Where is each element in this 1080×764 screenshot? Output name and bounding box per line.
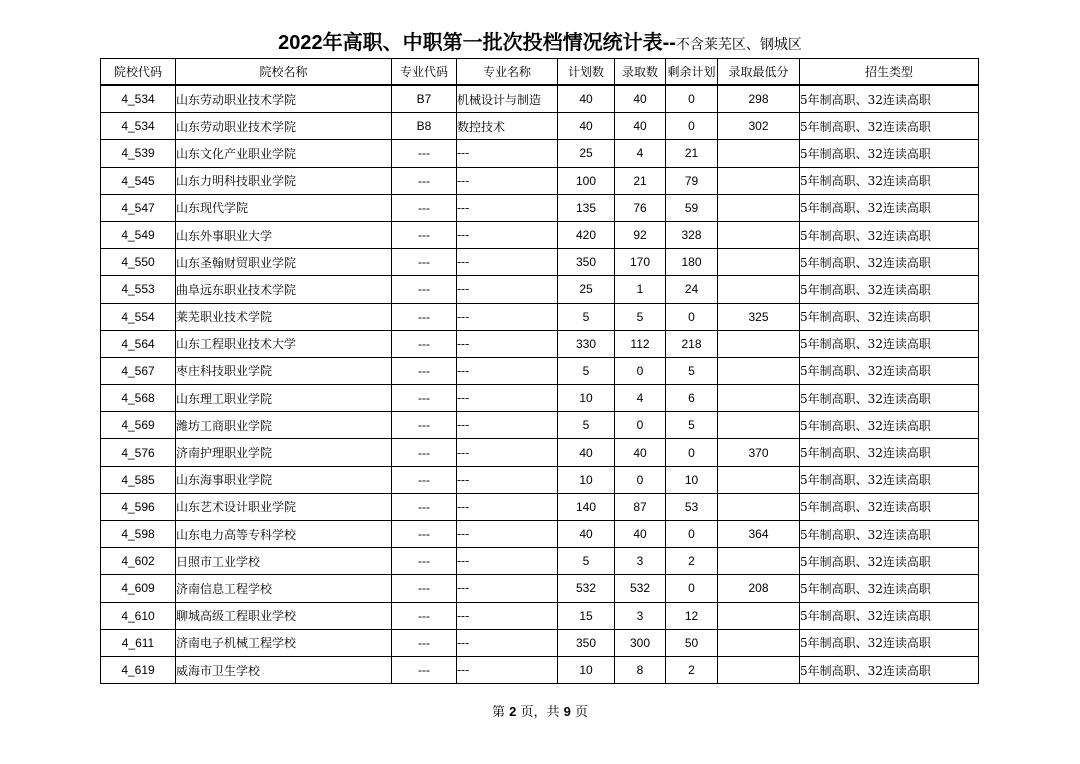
cell-min-score: [718, 276, 800, 303]
cell-major-name: ---: [457, 602, 558, 629]
cell-school-name: 潍坊工商职业学院: [176, 412, 392, 439]
cell-admitted: 4: [615, 140, 666, 167]
cell-admitted: 4: [615, 385, 666, 412]
cell-remaining: 53: [666, 493, 718, 520]
cell-plan: 100: [558, 167, 615, 194]
cell-school-name: 山东理工职业学院: [176, 385, 392, 412]
current-page-number: 2: [509, 704, 517, 719]
cell-major-name: ---: [457, 493, 558, 520]
cell-admitted: 300: [615, 629, 666, 656]
cell-major-name: ---: [457, 521, 558, 548]
cell-plan: 5: [558, 548, 615, 575]
cell-school-code: 4_569: [101, 412, 176, 439]
cell-remaining: 10: [666, 466, 718, 493]
cell-admitted: 3: [615, 548, 666, 575]
table-row: [101, 385, 979, 412]
cell-min-score: 302: [718, 113, 800, 140]
cell-plan: 10: [558, 466, 615, 493]
cell-plan: 15: [558, 602, 615, 629]
admission-table: [100, 58, 979, 684]
cell-remaining: 21: [666, 140, 718, 167]
cell-plan: 40: [558, 113, 615, 140]
cell-major-code: B7: [392, 85, 457, 113]
cell-major-code: ---: [392, 194, 457, 221]
table-header-row: [101, 59, 979, 86]
cell-min-score: [718, 221, 800, 248]
cell-major-code: ---: [392, 303, 457, 330]
cell-enroll-type: 5年制高职、32连读高职: [800, 602, 979, 629]
cell-min-score: [718, 629, 800, 656]
cell-school-code: 4_549: [101, 221, 176, 248]
cell-admitted: 5: [615, 303, 666, 330]
cell-major-name: ---: [457, 140, 558, 167]
cell-remaining: 0: [666, 521, 718, 548]
cell-admitted: 532: [615, 575, 666, 602]
cell-plan: 140: [558, 493, 615, 520]
cell-plan: 350: [558, 629, 615, 656]
footer-middle: 页，共: [516, 705, 564, 720]
title-main: 2022年高职、中职第一批次投档情况统计表--: [278, 32, 676, 54]
table-row: [101, 521, 979, 548]
cell-major-code: ---: [392, 439, 457, 466]
table-row: [101, 140, 979, 167]
cell-enroll-type: 5年制高职、32连读高职: [800, 303, 979, 330]
cell-plan: 5: [558, 303, 615, 330]
cell-min-score: 370: [718, 439, 800, 466]
cell-min-score: [718, 602, 800, 629]
cell-school-name: 济南信息工程学校: [176, 575, 392, 602]
cell-plan: 135: [558, 194, 615, 221]
header-major-code: 专业代码: [392, 59, 457, 86]
table-row: [101, 656, 979, 683]
header-min-score: 录取最低分: [718, 59, 800, 86]
table-body: [101, 85, 979, 684]
cell-admitted: 40: [615, 113, 666, 140]
cell-remaining: 0: [666, 439, 718, 466]
cell-enroll-type: 5年制高职、32连读高职: [800, 249, 979, 276]
cell-school-name: 山东劳动职业技术学院: [176, 113, 392, 140]
cell-min-score: 208: [718, 575, 800, 602]
cell-major-name: ---: [457, 330, 558, 357]
table-row: [101, 575, 979, 602]
cell-plan: 5: [558, 412, 615, 439]
cell-school-code: 4_610: [101, 602, 176, 629]
cell-major-code: ---: [392, 330, 457, 357]
cell-major-name: ---: [457, 656, 558, 683]
cell-major-code: ---: [392, 548, 457, 575]
cell-major-name: ---: [457, 194, 558, 221]
cell-major-name: ---: [457, 249, 558, 276]
cell-min-score: [718, 330, 800, 357]
cell-plan: 420: [558, 221, 615, 248]
cell-plan: 5: [558, 357, 615, 384]
cell-remaining: 180: [666, 249, 718, 276]
cell-school-name: 日照市工业学校: [176, 548, 392, 575]
cell-major-name: ---: [457, 439, 558, 466]
cell-enroll-type: 5年制高职、32连读高职: [800, 357, 979, 384]
cell-major-code: ---: [392, 140, 457, 167]
cell-school-code: 4_539: [101, 140, 176, 167]
table-row: [101, 412, 979, 439]
cell-enroll-type: 5年制高职、32连读高职: [800, 629, 979, 656]
cell-school-code: 4_553: [101, 276, 176, 303]
cell-school-name: 曲阜远东职业技术学院: [176, 276, 392, 303]
table-row: [101, 439, 979, 466]
cell-school-name: 山东劳动职业技术学院: [176, 85, 392, 113]
table-row: [101, 548, 979, 575]
cell-major-code: B8: [392, 113, 457, 140]
cell-school-name: 莱芜职业技术学院: [176, 303, 392, 330]
page-footer: [0, 701, 1080, 720]
cell-school-code: 4_602: [101, 548, 176, 575]
table-row: [101, 249, 979, 276]
cell-major-name: ---: [457, 385, 558, 412]
cell-plan: 40: [558, 85, 615, 113]
cell-admitted: 40: [615, 439, 666, 466]
cell-major-code: ---: [392, 521, 457, 548]
cell-school-code: 4_545: [101, 167, 176, 194]
cell-school-code: 4_611: [101, 629, 176, 656]
total-page-number: 9: [563, 704, 571, 719]
cell-remaining: 6: [666, 385, 718, 412]
cell-enroll-type: 5年制高职、32连读高职: [800, 466, 979, 493]
cell-remaining: 0: [666, 575, 718, 602]
header-school-code: 院校代码: [101, 59, 176, 86]
header-remaining: 剩余计划: [666, 59, 718, 86]
cell-school-code: 4_564: [101, 330, 176, 357]
cell-major-name: ---: [457, 629, 558, 656]
cell-min-score: 364: [718, 521, 800, 548]
cell-enroll-type: 5年制高职、32连读高职: [800, 85, 979, 113]
cell-remaining: 0: [666, 303, 718, 330]
cell-plan: 25: [558, 140, 615, 167]
cell-remaining: 50: [666, 629, 718, 656]
header-admitted: 录取数: [615, 59, 666, 86]
cell-enroll-type: 5年制高职、32连读高职: [800, 493, 979, 520]
cell-admitted: 3: [615, 602, 666, 629]
cell-enroll-type: 5年制高职、32连读高职: [800, 412, 979, 439]
cell-school-code: 4_534: [101, 113, 176, 140]
cell-major-code: ---: [392, 656, 457, 683]
cell-major-code: ---: [392, 276, 457, 303]
cell-remaining: 2: [666, 548, 718, 575]
cell-major-name: ---: [457, 303, 558, 330]
cell-admitted: 0: [615, 357, 666, 384]
cell-school-code: 4_567: [101, 357, 176, 384]
cell-major-name: ---: [457, 575, 558, 602]
cell-remaining: 79: [666, 167, 718, 194]
cell-admitted: 8: [615, 656, 666, 683]
cell-major-code: ---: [392, 466, 457, 493]
cell-school-name: 聊城高级工程职业学校: [176, 602, 392, 629]
cell-school-name: 山东艺术设计职业学院: [176, 493, 392, 520]
table-row: [101, 194, 979, 221]
header-school-name: 院校名称: [176, 59, 392, 86]
cell-min-score: [718, 167, 800, 194]
cell-admitted: 112: [615, 330, 666, 357]
cell-enroll-type: 5年制高职、32连读高职: [800, 385, 979, 412]
cell-min-score: [718, 493, 800, 520]
cell-major-name: ---: [457, 276, 558, 303]
cell-admitted: 170: [615, 249, 666, 276]
cell-plan: 10: [558, 656, 615, 683]
cell-admitted: 40: [615, 521, 666, 548]
cell-min-score: [718, 194, 800, 221]
table-row: [101, 466, 979, 493]
cell-enroll-type: 5年制高职、32连读高职: [800, 194, 979, 221]
cell-remaining: 218: [666, 330, 718, 357]
cell-school-name: 济南护理职业学院: [176, 439, 392, 466]
cell-admitted: 40: [615, 85, 666, 113]
table-row: [101, 167, 979, 194]
cell-school-name: 山东电力高等专科学校: [176, 521, 392, 548]
cell-school-code: 4_585: [101, 466, 176, 493]
cell-min-score: [718, 140, 800, 167]
cell-min-score: 298: [718, 85, 800, 113]
cell-plan: 10: [558, 385, 615, 412]
cell-major-name: ---: [457, 357, 558, 384]
header-enroll-type: 招生类型: [800, 59, 979, 86]
table-row: [101, 602, 979, 629]
cell-remaining: 24: [666, 276, 718, 303]
cell-school-name: 威海市卫生学校: [176, 656, 392, 683]
cell-enroll-type: 5年制高职、32连读高职: [800, 221, 979, 248]
cell-min-score: [718, 385, 800, 412]
cell-plan: 330: [558, 330, 615, 357]
cell-major-code: ---: [392, 221, 457, 248]
cell-plan: 40: [558, 439, 615, 466]
cell-admitted: 21: [615, 167, 666, 194]
cell-school-code: 4_554: [101, 303, 176, 330]
cell-major-code: ---: [392, 412, 457, 439]
cell-school-name: 山东文化产业职业学院: [176, 140, 392, 167]
table-row: [101, 85, 979, 113]
cell-school-code: 4_547: [101, 194, 176, 221]
title-subtitle: 不含莱芜区、钢城区: [675, 37, 802, 53]
cell-min-score: [718, 548, 800, 575]
cell-admitted: 1: [615, 276, 666, 303]
table-row: [101, 276, 979, 303]
cell-admitted: 87: [615, 493, 666, 520]
cell-admitted: 0: [615, 466, 666, 493]
cell-major-code: ---: [392, 575, 457, 602]
cell-major-code: ---: [392, 357, 457, 384]
cell-enroll-type: 5年制高职、32连读高职: [800, 575, 979, 602]
cell-admitted: 76: [615, 194, 666, 221]
cell-school-name: 山东海事职业学院: [176, 466, 392, 493]
cell-major-code: ---: [392, 629, 457, 656]
cell-enroll-type: 5年制高职、32连读高职: [800, 167, 979, 194]
header-major-name: 专业名称: [457, 59, 558, 86]
cell-remaining: 0: [666, 113, 718, 140]
cell-plan: 25: [558, 276, 615, 303]
document-title: [0, 26, 1080, 55]
cell-remaining: 2: [666, 656, 718, 683]
cell-major-code: ---: [392, 493, 457, 520]
cell-major-name: 机械设计与制造: [457, 85, 558, 113]
cell-school-name: 济南电子机械工程学校: [176, 629, 392, 656]
cell-major-name: 数控技术: [457, 113, 558, 140]
cell-min-score: [718, 656, 800, 683]
cell-major-name: ---: [457, 466, 558, 493]
footer-suffix: 页: [570, 705, 588, 720]
cell-enroll-type: 5年制高职、32连读高职: [800, 330, 979, 357]
cell-enroll-type: 5年制高职、32连读高职: [800, 439, 979, 466]
cell-plan: 532: [558, 575, 615, 602]
table-row: [101, 330, 979, 357]
cell-school-code: 4_576: [101, 439, 176, 466]
cell-school-code: 4_598: [101, 521, 176, 548]
cell-major-code: ---: [392, 249, 457, 276]
cell-enroll-type: 5年制高职、32连读高职: [800, 656, 979, 683]
cell-school-name: 山东外事职业大学: [176, 221, 392, 248]
table-row: [101, 113, 979, 140]
cell-school-code: 4_609: [101, 575, 176, 602]
cell-remaining: 5: [666, 357, 718, 384]
cell-major-name: ---: [457, 412, 558, 439]
cell-school-name: 山东现代学院: [176, 194, 392, 221]
cell-remaining: 12: [666, 602, 718, 629]
cell-plan: 40: [558, 521, 615, 548]
footer-prefix: 第: [491, 705, 510, 720]
header-plan: 计划数: [558, 59, 615, 86]
cell-min-score: 325: [718, 303, 800, 330]
table-row: [101, 303, 979, 330]
cell-min-score: [718, 249, 800, 276]
cell-school-name: 山东工程职业技术大学: [176, 330, 392, 357]
cell-remaining: 0: [666, 85, 718, 113]
cell-remaining: 328: [666, 221, 718, 248]
cell-school-code: 4_619: [101, 656, 176, 683]
cell-school-name: 山东圣翰财贸职业学院: [176, 249, 392, 276]
table-row: [101, 493, 979, 520]
cell-major-code: ---: [392, 385, 457, 412]
cell-enroll-type: 5年制高职、32连读高职: [800, 140, 979, 167]
cell-school-code: 4_568: [101, 385, 176, 412]
cell-school-code: 4_534: [101, 85, 176, 113]
table-row: [101, 357, 979, 384]
cell-min-score: [718, 357, 800, 384]
cell-major-code: ---: [392, 602, 457, 629]
cell-major-name: ---: [457, 167, 558, 194]
cell-school-name: 山东力明科技职业学院: [176, 167, 392, 194]
cell-min-score: [718, 466, 800, 493]
cell-admitted: 0: [615, 412, 666, 439]
cell-school-code: 4_550: [101, 249, 176, 276]
cell-plan: 350: [558, 249, 615, 276]
cell-enroll-type: 5年制高职、32连读高职: [800, 113, 979, 140]
cell-major-name: ---: [457, 548, 558, 575]
cell-major-code: ---: [392, 167, 457, 194]
cell-remaining: 5: [666, 412, 718, 439]
cell-enroll-type: 5年制高职、32连读高职: [800, 521, 979, 548]
cell-school-code: 4_596: [101, 493, 176, 520]
cell-remaining: 59: [666, 194, 718, 221]
cell-enroll-type: 5年制高职、32连读高职: [800, 276, 979, 303]
table-row: [101, 221, 979, 248]
cell-min-score: [718, 412, 800, 439]
cell-enroll-type: 5年制高职、32连读高职: [800, 548, 979, 575]
cell-major-name: ---: [457, 221, 558, 248]
cell-admitted: 92: [615, 221, 666, 248]
cell-school-name: 枣庄科技职业学院: [176, 357, 392, 384]
table-row: [101, 629, 979, 656]
